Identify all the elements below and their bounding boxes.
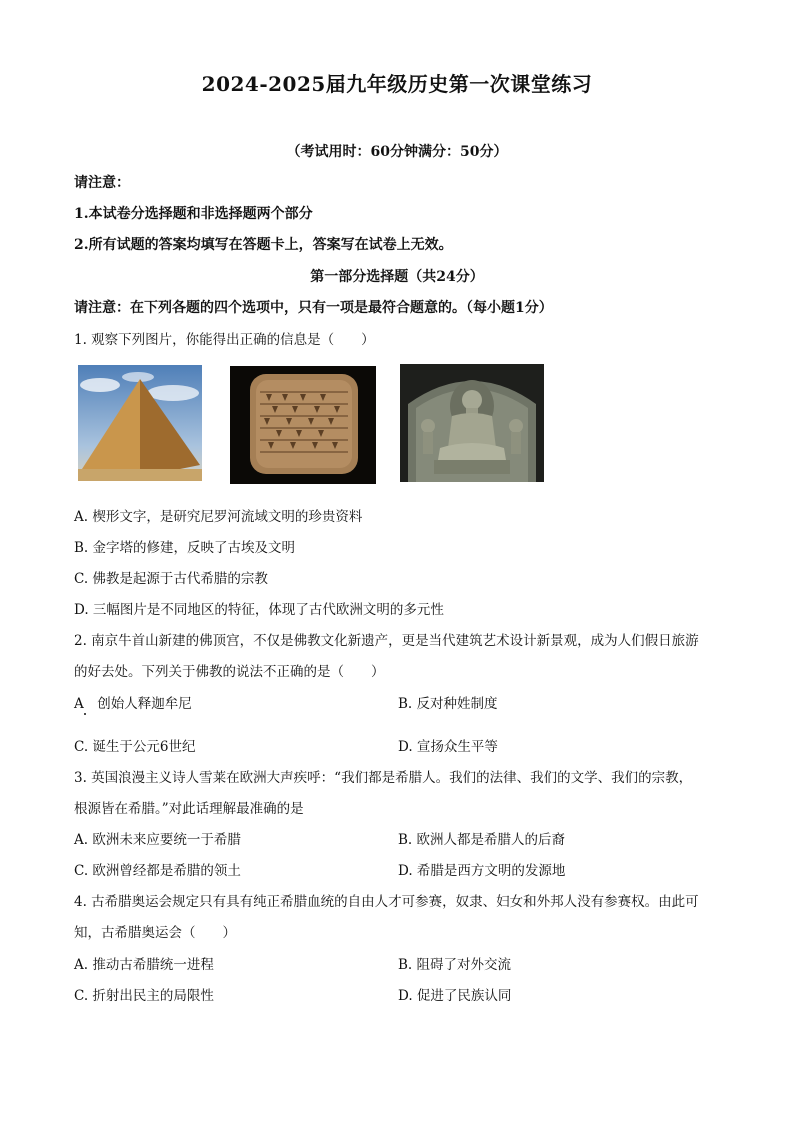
question-4-option-d: D. 促进了民族认同 [398,988,512,1004]
question-2-option-c: C. 诞生于公元6世纪 [74,739,196,755]
question-4-option-b: B. 阻碍了对外交流 [398,957,512,973]
buddha-relief-image [400,364,544,482]
notice-label: 请注意： [74,175,130,191]
notice-item: 1.本试卷分选择题和非选择题两个部分 [74,206,313,222]
question-3-option-a: A. 欧洲未来应要统一于希腊 [74,832,241,848]
question-1-stem: 1. 观察下列图片，你能得出正确的信息是（ ） [74,332,375,348]
notice-item: 2.所有试题的答案均填写在答题卡上，答案写在试卷上无效。 [74,237,453,253]
question-3-option-b: B. 欧洲人都是希腊人的后裔 [398,832,566,848]
question-4-stem-line-2: 知，古希腊奥运会（ ） [74,925,236,941]
question-3-stem-line-2: 根源皆在希腊。”对此话理解最准确的是 [74,801,304,817]
question-1-option-d: D. 三幅图片是不同地区的特征，体现了古代欧洲文明的多元性 [74,602,444,618]
cuneiform-tablet-image [230,366,376,484]
question-2-option-a: A 创始人释迦牟尼 [74,696,192,712]
question-2-stem-line-2: 的好去处。下列关于佛教的说法不正确的是（ ） [74,664,385,680]
stray-dot [84,713,86,715]
question-3-option-c: C. 欧洲曾经都是希腊的领土 [74,863,241,879]
question-4-stem-line-1: 4. 古希腊奥运会规定只有具有纯正希腊血统的自由人才可参赛，奴隶、妇女和外邦人没有参赛权。由此可 [74,894,699,910]
question-3-stem-line-1: 3. 英国浪漫主义诗人雪莱在欧洲大声疾呼：“我们都是希腊人。我们的法律、我们的文学、我们的宗教， [74,770,693,786]
question-2-option-b: B. 反对种姓制度 [398,696,498,712]
question-4-option-a: A. 推动古希腊统一进程 [74,957,214,973]
question-1-option-b: B. 金字塔的修建，反映了古埃及文明 [74,540,296,556]
question-4-option-c: C. 折射出民主的局限性 [74,988,214,1004]
question-1-option-c: C. 佛教是起源于古代希腊的宗教 [74,571,268,587]
section-notice: 请注意：在下列各题的四个选项中，只有一项是最符合题意的。（每小题1分） [74,300,553,316]
pyramid-image [78,365,202,481]
question-3-option-d: D. 希腊是西方文明的发源地 [398,863,566,879]
question-1-option-a: A. 楔形文字，是研究尼罗河流域文明的珍贵资料 [74,509,363,525]
question-2-option-d: D. 宣扬众生平等 [398,739,498,755]
section-title: 第一部分选择题（共24分） [310,269,484,285]
question-2-stem-line-1: 2. 南京牛首山新建的佛顶宫，不仅是佛教文化新遗产，更是当代建筑艺术设计新景观，成为人们假日旅游 [74,633,699,649]
page-title: 2024-2025届九年级历史第一次课堂练习 [201,72,593,96]
exam-info: （考试用时：60分钟满分：50分） [286,144,508,160]
